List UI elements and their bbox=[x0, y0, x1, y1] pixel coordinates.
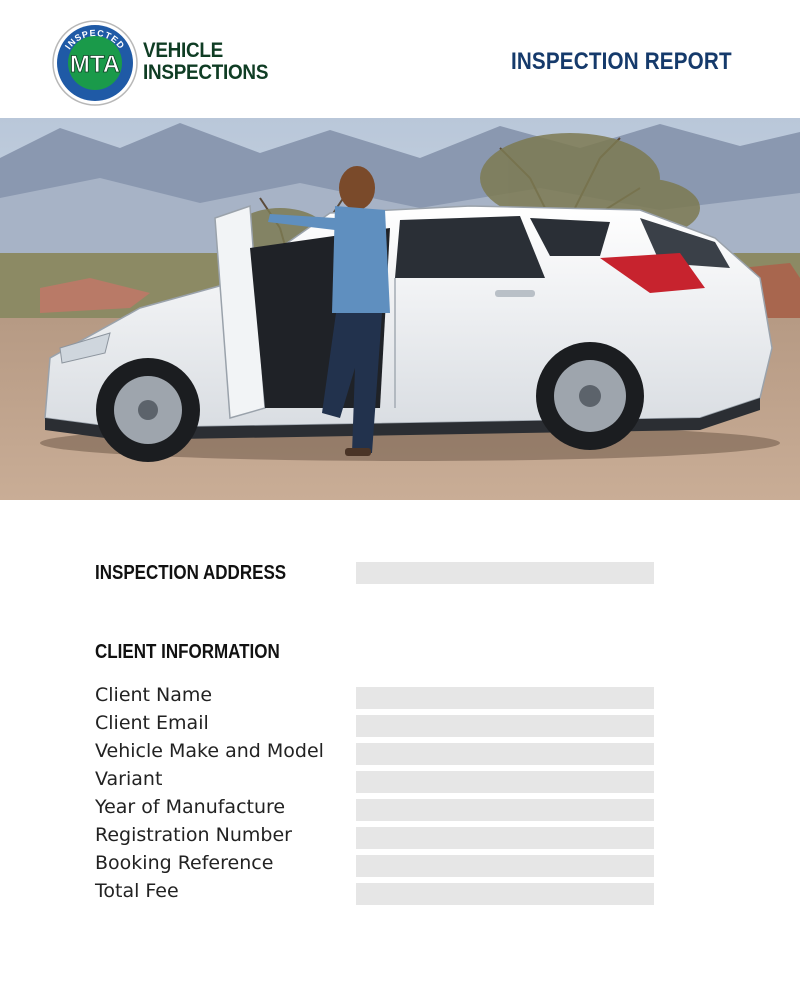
client-information-title: CLIENT INFORMATION bbox=[95, 641, 280, 663]
total-fee-label: Total Fee bbox=[95, 880, 179, 902]
registration-number-label: Registration Number bbox=[95, 824, 292, 846]
mta-seal-logo bbox=[52, 20, 138, 106]
seal-monogram: MTA bbox=[69, 51, 121, 78]
brand-line-1: VEHICLE bbox=[143, 39, 224, 62]
client-name-label: Client Name bbox=[95, 684, 213, 706]
report-header bbox=[0, 0, 800, 118]
seal-ring-text: INSPECTED bbox=[63, 27, 127, 52]
hero-illustration bbox=[0, 118, 800, 500]
variant-label: Variant bbox=[95, 768, 163, 790]
booking-reference-label: Booking Reference bbox=[95, 852, 274, 874]
booking-reference-field[interactable] bbox=[356, 855, 654, 877]
report-title: INSPECTION REPORT bbox=[511, 48, 732, 75]
total-fee-field[interactable] bbox=[356, 883, 654, 905]
brand-name bbox=[143, 40, 268, 84]
year-of-manufacture-field[interactable] bbox=[356, 799, 654, 821]
year-of-manufacture-label: Year of Manufacture bbox=[95, 796, 286, 818]
vehicle-make-model-field[interactable] bbox=[356, 743, 654, 765]
inspection-address-title: INSPECTION ADDRESS bbox=[95, 562, 287, 584]
inspection-address-field[interactable] bbox=[356, 562, 654, 584]
client-name-field[interactable] bbox=[356, 687, 654, 709]
variant-field[interactable] bbox=[356, 771, 654, 793]
brand-line-2: INSPECTIONS bbox=[143, 61, 269, 84]
registration-number-field[interactable] bbox=[356, 827, 654, 849]
client-email-label: Client Email bbox=[95, 712, 209, 734]
client-email-field[interactable] bbox=[356, 715, 654, 737]
vehicle-make-model-label: Vehicle Make and Model bbox=[95, 740, 324, 762]
car-inspection-photo bbox=[0, 118, 800, 500]
